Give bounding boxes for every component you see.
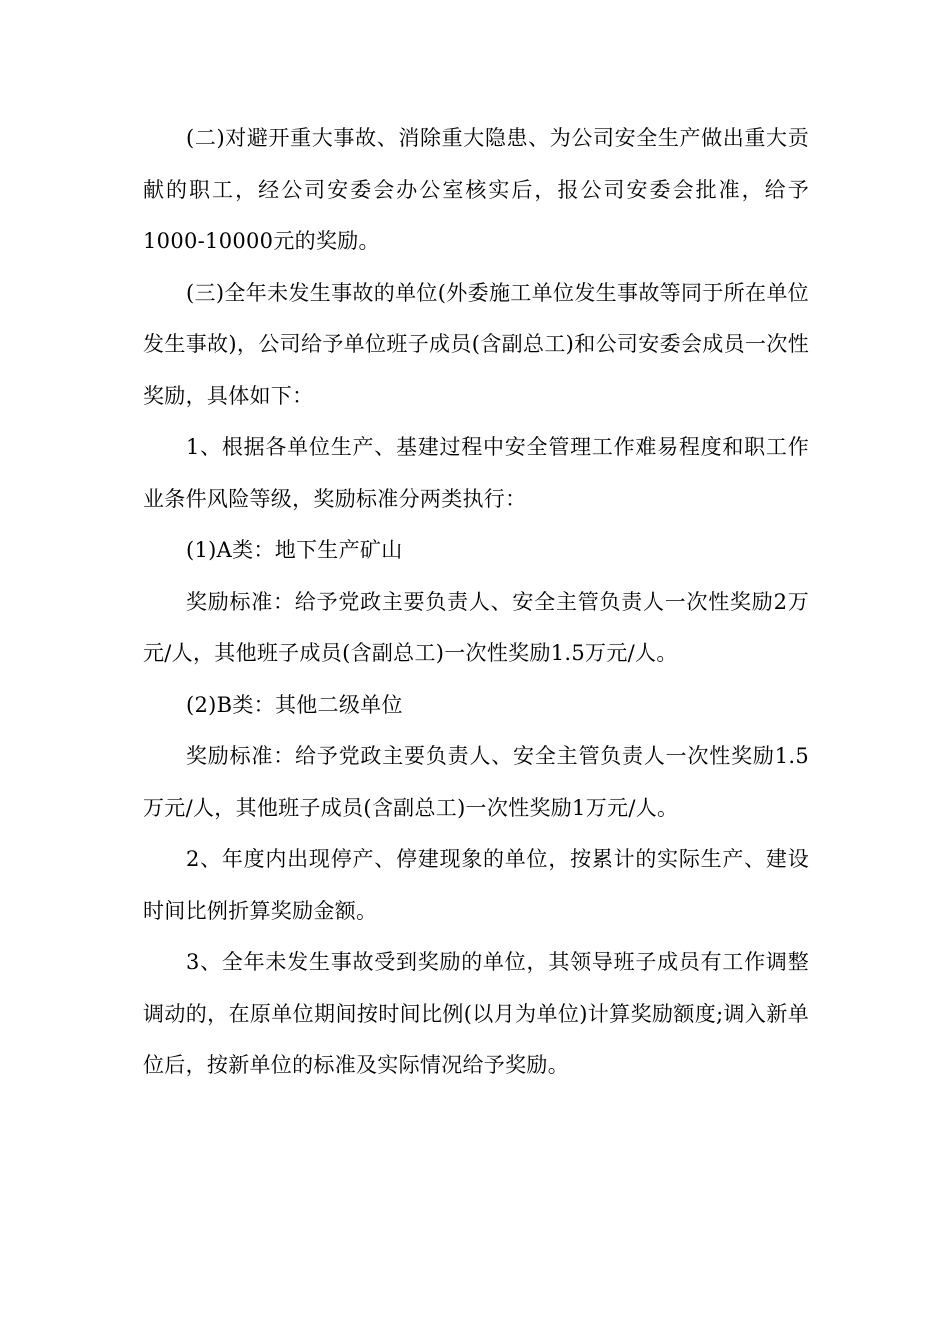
paragraph-transfer-proration: 3、全年未发生事故受到奖励的单位，其领导班子成员有工作调整调动的，在原单位期间按时间比例(以月为单位)计算奖励额度;调入新单位后，按新单位的标准及实际情况给予奖励。 — [143, 950, 809, 1077]
paragraph-category-a: (1)A类：地下生产矿山 — [186, 538, 403, 562]
paragraph-award-categories: 1、根据各单位生产、基建过程中安全管理工作难易程度和职工作业条件风险等级，奖励标准分两类执行： — [143, 435, 809, 511]
paragraph-shutdown-proration: 2、年度内出现停产、停建现象的单位，按累计的实际生产、建设时间比例折算奖励金额。 — [143, 847, 809, 923]
paragraph-category-a-standard: 奖励标准：给予党政主要负责人、安全主管负责人一次性奖励2万元/人，其他班子成员(含副总工)一次性奖励1.5万元/人。 — [143, 589, 809, 665]
document-body — [143, 113, 809, 1092]
paragraph-no-accident-award: (三)全年未发生事故的单位(外委施工单位发生事故等同于所在单位发生事故)，公司给予单位班子成员(含副总工)和公司安委会成员一次性奖励，具体如下： — [143, 280, 809, 408]
paragraph-award-major-contribution: (二)对避开重大事故、消除重大隐患、为公司安全生产做出重大贡献的职工，经公司安委会办公室核实后，报公司安委会批准，给予1000-10000元的奖励。 — [143, 126, 809, 253]
paragraph-category-b: (2)B类：其他二级单位 — [186, 692, 403, 717]
paragraph-category-b-standard: 奖励标准：给予党政主要负责人、安全主管负责人一次性奖励1.5万元/人，其他班子成员(含副总工)一次性奖励1万元/人。 — [143, 744, 809, 820]
